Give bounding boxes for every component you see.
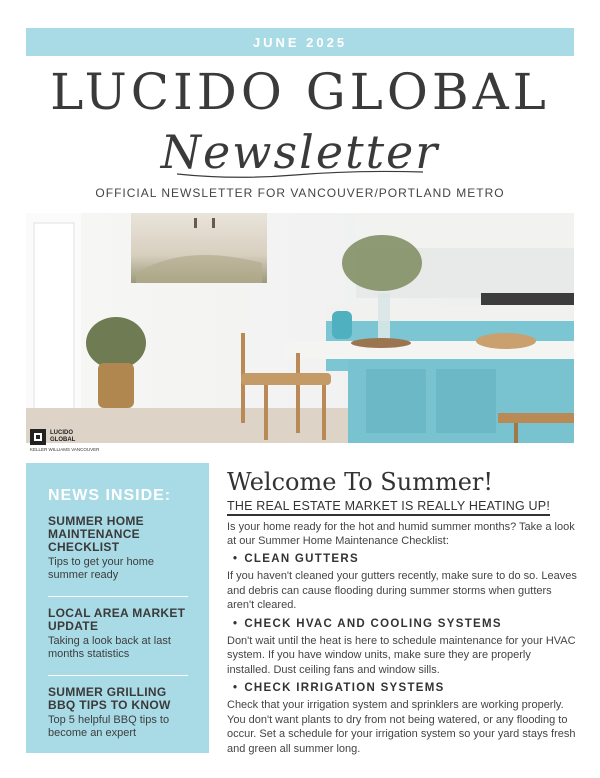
logo-line-2: GLOBAL xyxy=(50,437,76,443)
checklist-section xyxy=(227,681,577,756)
section-heading xyxy=(227,552,577,566)
newsletter-script-title xyxy=(0,124,600,180)
article-heading: Welcome To Summer! xyxy=(227,468,494,496)
kitchen-illustration xyxy=(26,213,574,443)
sidebar-item xyxy=(48,515,195,590)
sidebar-divider xyxy=(48,675,188,676)
section-body: Check that your irrigation system and sprinklers are working properly. You don't want plants to dry from not being watered, or any flooding to occur. Set a schedule for your irrigation system so your yard stays fresh and green all summer long. xyxy=(227,699,576,755)
logo-mark-icon xyxy=(30,429,46,445)
logo-subtext: KELLER WILLIAMS VANCOUVER xyxy=(30,447,100,452)
script-title-text: Newsletter xyxy=(160,125,440,179)
checklist-section xyxy=(227,617,577,678)
sidebar-divider xyxy=(48,596,188,597)
section-heading xyxy=(227,617,577,631)
section-title: CLEAN GUTTERS xyxy=(244,553,359,565)
sidebar-item-desc: Top 5 helpful BBQ tips to become an expert xyxy=(48,714,170,739)
sidebar-item xyxy=(48,686,195,748)
section-heading xyxy=(227,681,577,695)
hero-logo xyxy=(30,429,100,452)
brand-title: LUCIDO GLOBAL xyxy=(50,63,550,121)
article-intro: Is your home ready for the hot and humid summer months? Take a look at our Summer Home Maintenance Checklist: xyxy=(227,521,575,547)
news-inside-sidebar xyxy=(26,463,209,753)
hero-kitchen-image xyxy=(26,213,574,452)
section-body: If you haven't cleaned your gutters recently, make sure to do so. Leaves and debris can cause flooding during summer storms when gutters aren't cleared. xyxy=(227,570,577,611)
bullet-icon: • xyxy=(233,553,239,565)
checklist-section xyxy=(227,552,577,613)
section-body: Don't wait until the heat is here to schedule maintenance for your HVAC system. If you have window units, make sure they are properly installed. Dust ceiling fans and window sills. xyxy=(227,634,576,676)
sidebar-item-desc: Tips to get your home summer ready xyxy=(48,556,154,581)
flourish-line xyxy=(175,168,425,182)
sidebar-item-title: LOCAL AREA MARKET UPDATE xyxy=(48,606,186,633)
sidebar-heading: NEWS INSIDE: xyxy=(48,487,172,504)
section-title: CHECK HVAC AND COOLING SYSTEMS xyxy=(244,617,502,630)
bullet-icon: • xyxy=(233,682,239,694)
section-title: CHECK IRRIGATION SYSTEMS xyxy=(244,682,445,694)
date-banner xyxy=(26,28,574,56)
bullet-icon: • xyxy=(233,617,239,630)
issue-date: JUNE 2025 xyxy=(252,34,348,50)
logo-line-1: LUCIDO xyxy=(50,430,73,436)
sidebar-item-title: SUMMER HOME MAINTENANCE CHECKLIST xyxy=(48,514,144,554)
main-article xyxy=(227,467,577,756)
sidebar-item xyxy=(48,607,195,669)
newsletter-subtitle: OFFICIAL NEWSLETTER FOR VANCOUVER/PORTLAND METRO xyxy=(95,186,505,200)
sidebar-item-desc: Taking a look back at last months statistics xyxy=(48,635,171,660)
article-subheading: THE REAL ESTATE MARKET IS REALLY HEATING UP! xyxy=(227,499,550,516)
sidebar-item-title: SUMMER GRILLING BBQ TIPS TO KNOW xyxy=(48,685,171,712)
